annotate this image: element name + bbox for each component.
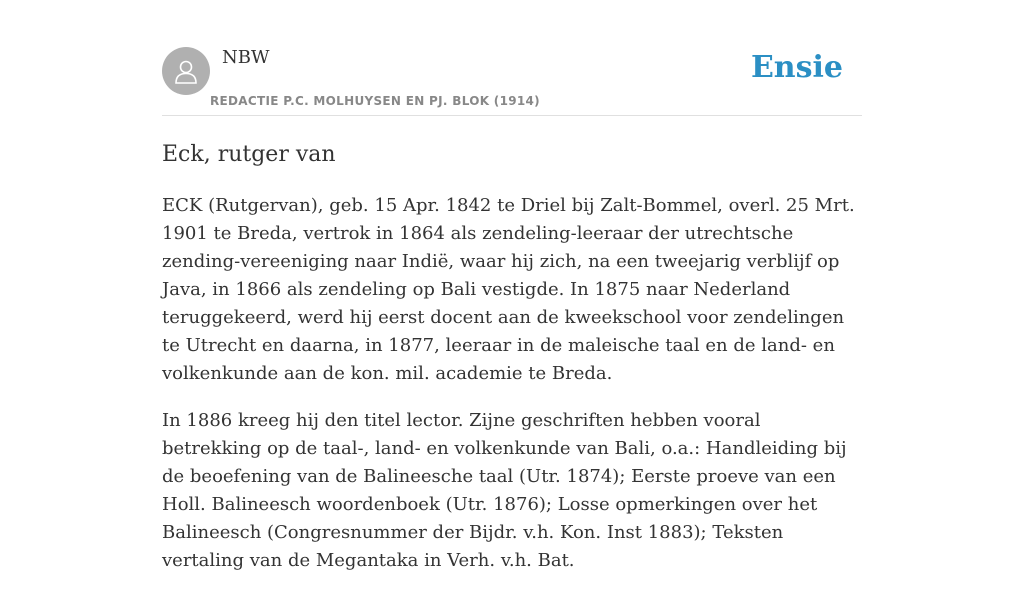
- source-subtitle: REDACTIE P.C. MOLHUYSEN EN PJ. BLOK (1914): [210, 94, 540, 108]
- article-paragraph: In 1886 kreeg hij den titel lector. Zijne geschriften hebben vooral betrekking op de taal-, land- en volkenkunde van Bali, o.a.: Handleiding bij de beoefening van de Balineesche taal (Utr. 1874); Eerste proeve van een Holl. Balineesch woordenboek (Utr. 1876); Losse opmerkingen over het Balineesch (Congresnummer der Bijdr. v.h. Kon. Inst 1883); Teksten vertaling van de Megantaka in Verh. v.h. Bat.: [162, 410, 847, 571]
- user-icon: [172, 57, 200, 85]
- author-avatar[interactable]: [162, 47, 210, 95]
- page-title: Eck, rutger van: [162, 142, 336, 167]
- article-header: [162, 0, 862, 116]
- article-card: [162, 0, 862, 571]
- author-name[interactable]: NBW: [222, 47, 270, 68]
- article-body: [162, 192, 862, 594]
- article-paragraph: ECK (Rutgervan), geb. 15 Apr. 1842 te Driel bij Zalt-Bommel, overl. 25 Mrt. 1901 te Breda, vertrok in 1864 als zendeling-leeraar der utrechtsche zending-vereeniging naar Indië, waar hij zich, na een tweejarig verblijf op Java, in 1866 als zendeling op Bali vestigde. In 1875 naar Nederland teruggekeerd, werd hij eerst docent aan de kweekschool voor zendelingen te Utrecht en daarna, in 1877, leeraar in de maleische taal en de land- en volkenkunde aan de kon. mil. academie te Breda.: [162, 195, 855, 384]
- ensie-logo[interactable]: Ensie: [750, 50, 843, 85]
